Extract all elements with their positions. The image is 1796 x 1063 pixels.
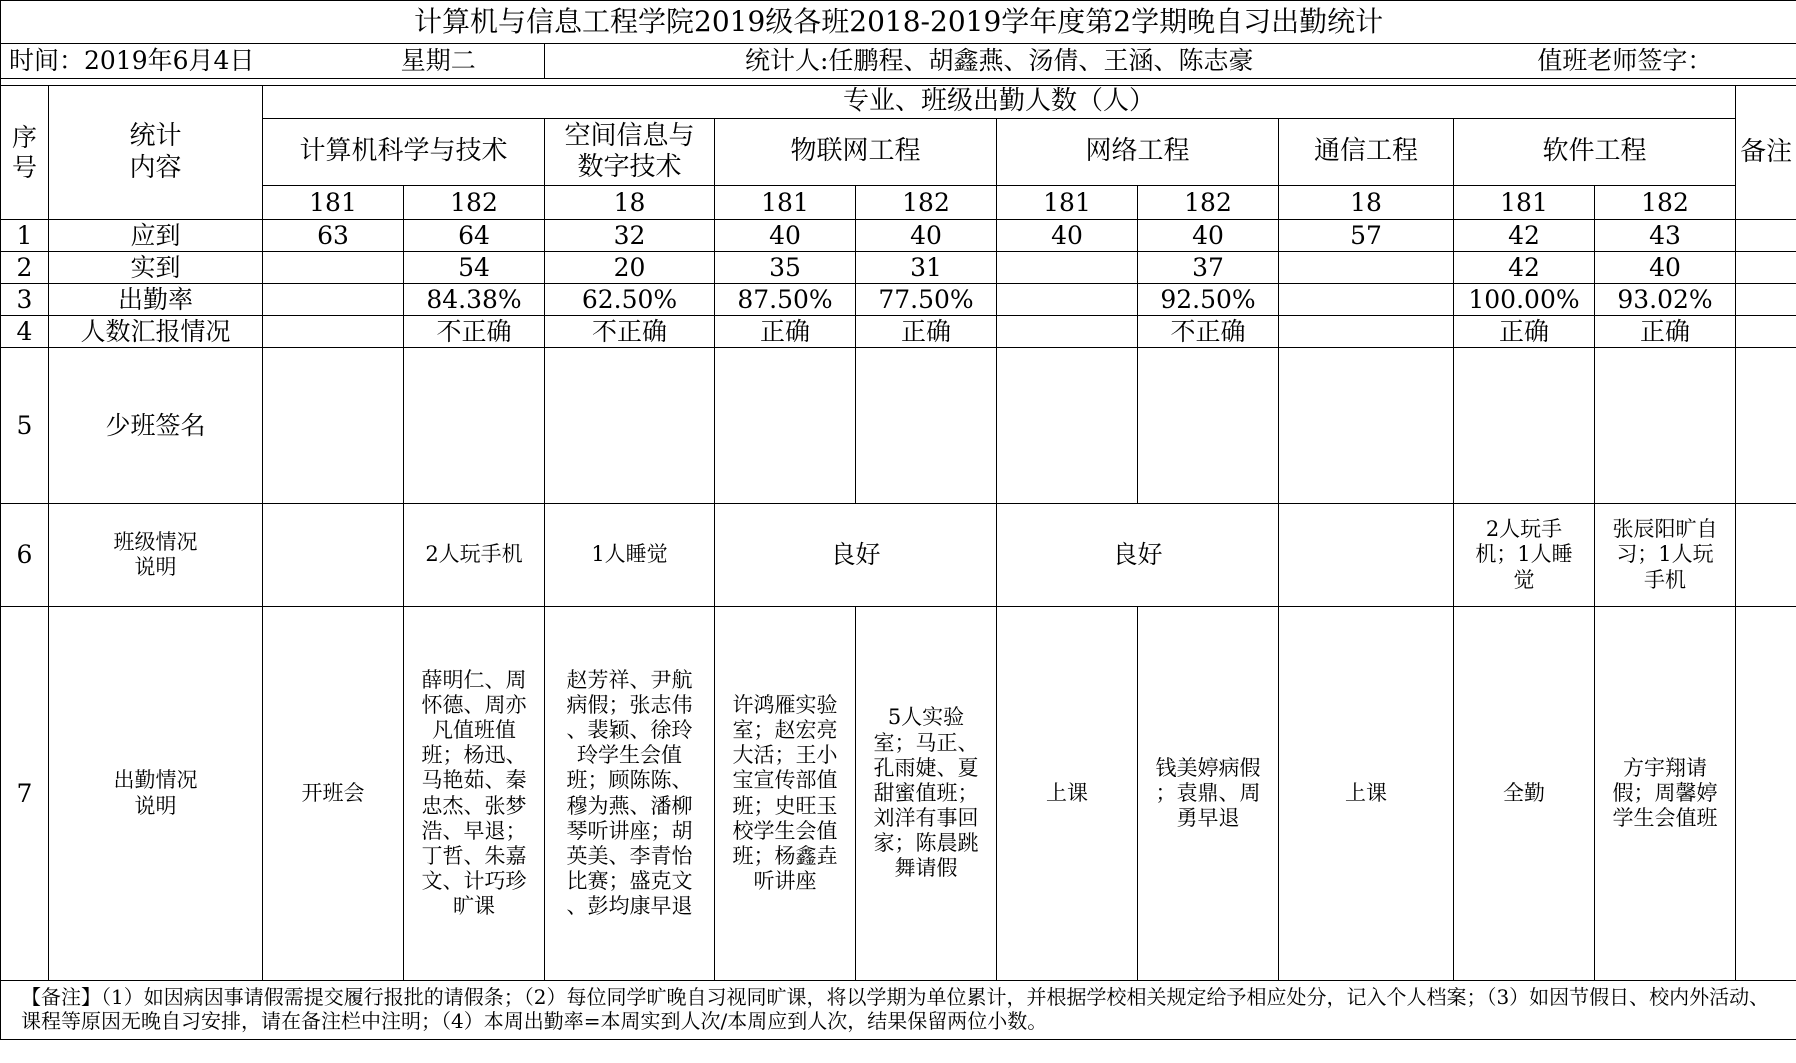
cell: 35 (715, 252, 856, 284)
weekday: 星期二 (263, 44, 545, 79)
cell: 37 (1138, 252, 1279, 284)
header-content: 统计 内容 (49, 86, 263, 220)
header-no: 序号 (1, 86, 49, 220)
signature-cell (545, 348, 715, 504)
table-row (1, 607, 1796, 981)
cell: 上课 (1279, 607, 1454, 981)
class-header: 181 (715, 186, 856, 220)
cell: 薛明仁、周 怀德、周亦 凡值班值 班；杨迅、 马艳茹、秦 忠杰、张梦 浩、早退； 丁哲、朱嘉 文、计巧珍 旷课 (404, 607, 545, 981)
row-no: 4 (1, 316, 49, 348)
cell: 正确 (1454, 316, 1595, 348)
class-header: 181 (263, 186, 404, 220)
remark-cell (1736, 504, 1796, 607)
class-header: 181 (997, 186, 1138, 220)
cell (263, 284, 404, 316)
signature-cell (263, 348, 404, 504)
row-no: 2 (1, 252, 49, 284)
remark-cell (1736, 220, 1796, 252)
signature-cell (997, 348, 1138, 504)
cell: 钱美婷病假 ；袁鼎、周 勇早退 (1138, 607, 1279, 981)
cell: 良好 (997, 504, 1279, 607)
cell: 84.38% (404, 284, 545, 316)
signature-cell (856, 348, 997, 504)
cell: 5人实验 室；马正、 孔雨婕、夏 甜蜜值班； 刘洋有事回 家；陈晨跳 舞请假 (856, 607, 997, 981)
major-cs: 计算机科学与技术 (263, 119, 545, 186)
signature-cell (1454, 348, 1595, 504)
major-iot: 物联网工程 (715, 119, 997, 186)
class-header: 18 (1279, 186, 1454, 220)
cell: 不正确 (1138, 316, 1279, 348)
row-no: 1 (1, 220, 49, 252)
table-row (1, 220, 1796, 252)
cell (263, 504, 404, 607)
cell: 77.50% (856, 284, 997, 316)
table-row (1, 504, 1796, 607)
table-row (1, 348, 1796, 504)
cell (263, 252, 404, 284)
cell: 57 (1279, 220, 1454, 252)
remark-cell (1736, 348, 1796, 504)
cell: 开班会 (263, 607, 404, 981)
row-label: 应到 (49, 220, 263, 252)
cell (1279, 252, 1454, 284)
table-row (1, 252, 1796, 284)
row-label: 实到 (49, 252, 263, 284)
cell: 40 (856, 220, 997, 252)
cell: 40 (715, 220, 856, 252)
cell: 20 (545, 252, 715, 284)
cell: 全勤 (1454, 607, 1595, 981)
cell (1279, 504, 1454, 607)
signature-cell (1138, 348, 1279, 504)
header-group: 专业、班级出勤人数（人） (263, 86, 1736, 119)
cell: 63 (263, 220, 404, 252)
remark-cell (1736, 252, 1796, 284)
row-label: 出勤率 (49, 284, 263, 316)
cell: 不正确 (545, 316, 715, 348)
cell: 良好 (715, 504, 997, 607)
cell (997, 284, 1138, 316)
cell: 62.50% (545, 284, 715, 316)
cell: 不正确 (404, 316, 545, 348)
row-no: 6 (1, 504, 49, 607)
cell: 张辰阳旷自 习；1人玩 手机 (1595, 504, 1736, 607)
cell: 31 (856, 252, 997, 284)
cell: 32 (545, 220, 715, 252)
major-software: 软件工程 (1454, 119, 1736, 186)
cell: 2人玩手 机；1人睡 觉 (1454, 504, 1595, 607)
signature-cell (1279, 348, 1454, 504)
cell: 87.50% (715, 284, 856, 316)
counters: 统计人:任鹏程、胡鑫燕、汤倩、王涵、陈志豪 (545, 44, 1454, 79)
cell: 正确 (856, 316, 997, 348)
cell: 正确 (715, 316, 856, 348)
row-label: 班级情况 说明 (49, 504, 263, 607)
cell: 40 (1595, 252, 1736, 284)
cell: 93.02% (1595, 284, 1736, 316)
major-network: 网络工程 (997, 119, 1279, 186)
table-row (1, 284, 1796, 316)
class-header: 182 (856, 186, 997, 220)
signature-cell (404, 348, 545, 504)
remark-cell (1736, 607, 1796, 981)
cell: 100.00% (1454, 284, 1595, 316)
table-row (1, 316, 1796, 348)
cell: 54 (404, 252, 545, 284)
class-header: 182 (404, 186, 545, 220)
cell: 方宇翔请 假；周馨婷 学生会值班 (1595, 607, 1736, 981)
cell (1279, 316, 1454, 348)
spacer (1, 79, 1796, 86)
cell: 2人玩手机 (404, 504, 545, 607)
row-label: 出勤情况 说明 (49, 607, 263, 981)
cell: 40 (1138, 220, 1279, 252)
class-header: 18 (545, 186, 715, 220)
class-header: 182 (1138, 186, 1279, 220)
cell: 42 (1454, 220, 1595, 252)
row-label: 人数汇报情况 (49, 316, 263, 348)
cell: 上课 (997, 607, 1138, 981)
class-header: 181 (1454, 186, 1595, 220)
cell (1279, 284, 1454, 316)
sheet-title: 计算机与信息工程学院2019级各班2018-2019学年度第2学期晚自习出勤统计 (1, 1, 1796, 44)
cell (997, 252, 1138, 284)
remark-cell (1736, 316, 1796, 348)
cell: 92.50% (1138, 284, 1279, 316)
date-label: 时间：2019年6月4日 (1, 44, 263, 79)
cell: 64 (404, 220, 545, 252)
major-comm: 通信工程 (1279, 119, 1454, 186)
cell: 正确 (1595, 316, 1736, 348)
cell (997, 316, 1138, 348)
signature-cell (1595, 348, 1736, 504)
cell: 赵芳祥、尹航 病假；张志伟 、裴颖、徐玲 玲学生会值 班；顾陈陈、 穆为燕、潘柳 琴听讲座；胡 英美、李青怡 比赛；盛克文 、彭均康早退 (545, 607, 715, 981)
cell: 40 (997, 220, 1138, 252)
cell (263, 316, 404, 348)
header-remark: 备注 (1736, 86, 1796, 220)
major-space: 空间信息与 数字技术 (545, 119, 715, 186)
class-header: 182 (1595, 186, 1736, 220)
row-no: 3 (1, 284, 49, 316)
row-label: 少班签名 (49, 348, 263, 504)
row-no: 7 (1, 607, 49, 981)
cell: 42 (1454, 252, 1595, 284)
cell: 43 (1595, 220, 1736, 252)
signature-cell (715, 348, 856, 504)
row-no: 5 (1, 348, 49, 504)
footnote: 【备注】（1）如因病因事请假需提交履行报批的请假条；（2）每位同学旷晚自习视同旷课，将以学期为单位累计，并根据学校相关规定给予相应处分，记入个人档案；（3）如因节假日、校内外活动、课程等原因无晚自习安排，请在备注栏中注明；（4）本周出勤率=本周实到人次/本周应到人次，结果保留两位小数。 (1, 981, 1796, 1040)
cell: 许鸿雁实验 室；赵宏亮 大活；王小 宝宣传部值 班；史旺玉 校学生会值 班；杨鑫垚 听讲座 (715, 607, 856, 981)
remark-cell (1736, 284, 1796, 316)
teacher-signature-label: 值班老师签字： (1454, 44, 1796, 79)
cell: 1人睡觉 (545, 504, 715, 607)
